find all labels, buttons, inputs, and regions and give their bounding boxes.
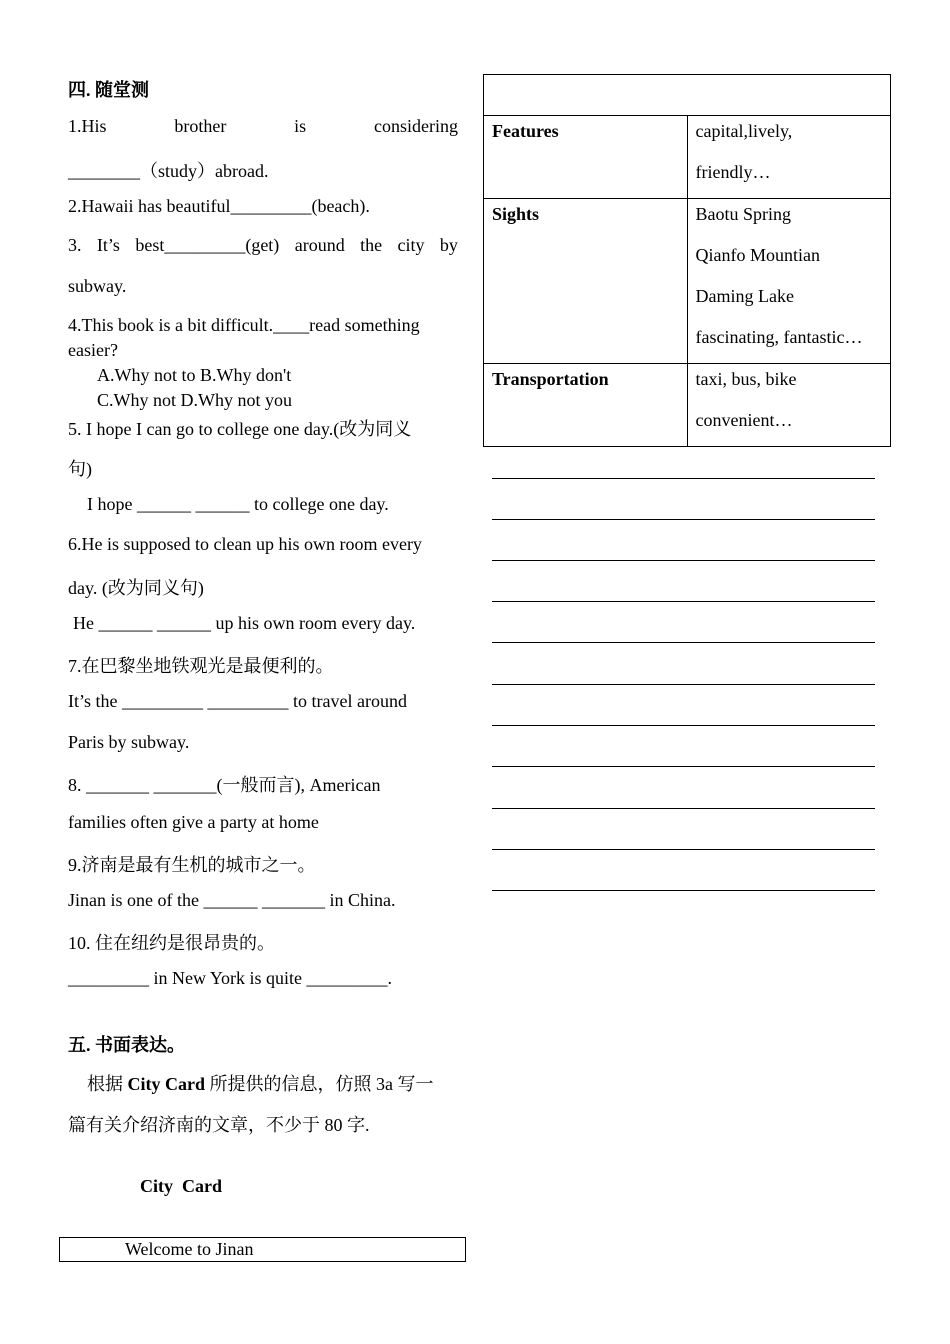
sights-value [687,199,891,364]
instruction-text: 根据 [87,1074,128,1094]
question-1-line-1 [68,116,458,137]
transportation-line: taxi, bus, bike [695,369,797,389]
city-card-title: City Card [140,1176,222,1196]
writing-line [492,725,875,726]
instruction-city-card: City Card [127,1074,205,1094]
question-10-line-1: 10. 住在纽约是很昂贵的。 [68,933,275,953]
question-3-line-1 [68,235,458,256]
writing-line [492,684,875,685]
q3-word: the [360,235,383,255]
q3-word: 3. [68,235,82,255]
instruction-text: 所提供的信息，仿照 3a 写一 [205,1074,434,1094]
question-7-line-1: 7.在巴黎坐地铁观光是最便利的。 [68,656,334,676]
table-row-sights [484,199,891,364]
transportation-label [484,364,688,447]
question-6-line-3: He ______ ______ up his own room every day. [73,613,416,633]
question-9-line-1: 9.济南是最有生机的城市之一。 [68,855,316,875]
features-label-text: Features [492,121,559,141]
table-row-transportation [484,364,891,447]
question-8-line-2: families often give a party at home [68,812,319,832]
question-7-line-3: Paris by subway. [68,732,190,752]
features-line: capital,lively, [695,121,793,141]
sights-label-text: Sights [492,204,540,224]
writing-line [492,478,875,479]
writing-instruction-line-1 [87,1070,434,1096]
features-value [687,116,891,199]
question-10-line-2: _________ in New York is quite _________. [68,968,393,988]
table-header-cell [484,75,891,116]
question-6-line-2: day. (改为同义句) [68,578,204,598]
features-label [484,116,688,199]
city-card-header-box [59,1237,466,1262]
q1-word: 1.His [68,116,107,136]
question-7-line-2: It’s the _________ _________ to travel around [68,691,407,711]
table-row-features [484,116,891,199]
question-5-line-2: 句) [68,459,92,479]
q1-word: brother [174,116,227,136]
writing-line [492,766,875,767]
transportation-line: convenient… [695,410,793,430]
writing-instruction-line-2: 篇有关介绍济南的文章，不少于 80 字. [68,1115,370,1135]
sights-line: fascinating, fantastic… [695,327,863,347]
transportation-label-text: Transportation [492,369,609,389]
writing-line [492,890,875,891]
question-5-line-3: I hope ______ ______ to college one day. [87,494,389,514]
question-4-options-1: A.Why not to B.Why don't [97,365,292,385]
question-5-line-1: 5. I hope I can go to college one day.(改为同义 [68,419,412,439]
table-header-row [484,75,891,116]
transportation-value [687,364,891,447]
question-3-line-2: subway. [68,276,127,296]
q3-word: best_________(get) [135,235,280,255]
question-9-line-2: Jinan is one of the ______ _______ in China. [68,890,396,910]
sights-line: Qianfo Mountian [695,245,820,265]
q3-word: around [294,235,345,255]
welcome-text: Welcome to Jinan [125,1239,254,1259]
section-4-title: 四. 随堂测 [68,80,149,100]
city-card-table [483,74,891,447]
section-5-title: 五. 书面表达。 [68,1035,185,1055]
sights-line: Daming Lake [695,286,794,306]
q3-word: It’s [96,235,120,255]
question-4-options-2: C.Why not D.Why not you [97,390,292,410]
writing-line [492,519,875,520]
q3-word: by [439,235,458,255]
question-4-line-1: 4.This book is a bit difficult.____read something [68,315,420,335]
q1-word: considering [374,116,458,136]
sights-line: Baotu Spring [695,204,792,224]
writing-line [492,642,875,643]
writing-line [492,849,875,850]
writing-line [492,808,875,809]
features-line: friendly… [695,162,771,182]
question-1-line-2: ________（study）abroad. [68,161,269,181]
writing-line [492,601,875,602]
question-4-line-2: easier? [68,340,118,360]
sights-label [484,199,688,364]
question-8-line-1: 8. _______ _______(一般而言), American [68,775,381,795]
question-6-line-1: 6.He is supposed to clean up his own room every [68,534,422,554]
writing-line [492,560,875,561]
question-2: 2.Hawaii has beautiful_________(beach). [68,196,370,216]
q1-word: is [294,116,307,136]
q3-word: city [397,235,425,255]
